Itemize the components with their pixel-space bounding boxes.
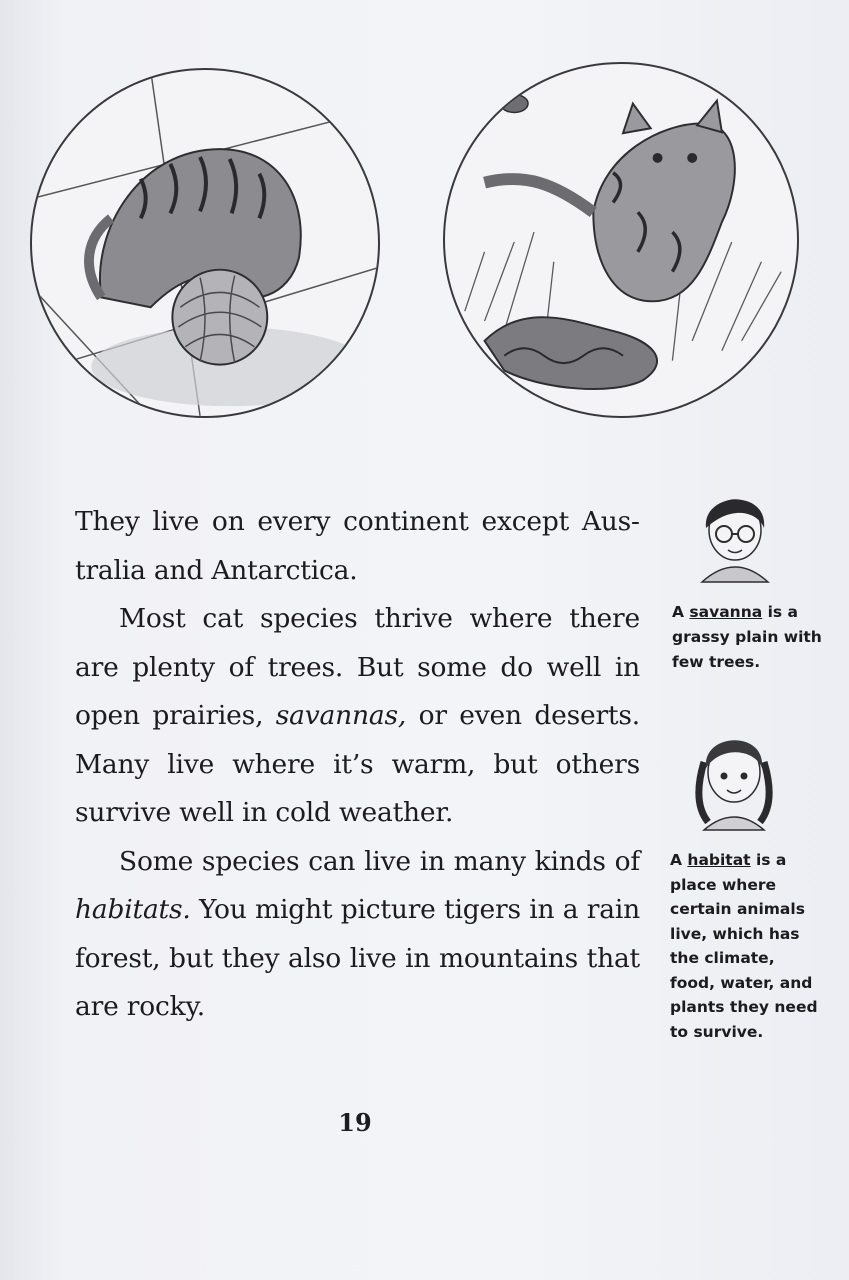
paragraph-3-part-2: You might picture tigers in a rain forest, but they also live in mountains that are rocky.: [75, 894, 640, 1022]
sidebar-definition-savanna: [672, 600, 842, 675]
paragraph-2-part-2: or even deserts. Many live where it’s warm, but others survive well in cold weather.: [75, 700, 640, 828]
cat-and-snake-illustration: [443, 62, 799, 418]
savanna-prefix: A: [672, 603, 690, 621]
savanna-definition: is a grassy plain with few trees.: [672, 603, 822, 671]
paragraph-3-part-1: Some species can live in many kinds of: [119, 845, 640, 877]
habitat-term: habitat: [687, 851, 751, 869]
habitat-definition: is a place where certain animals live, which has the climate, food, water, and plants they need to survive.: [670, 851, 818, 1041]
cat-with-yarn-illustration: [30, 68, 380, 418]
paragraph-3: [75, 838, 640, 1032]
cat-with-yarn-drawing: [32, 70, 378, 416]
body-text: [75, 498, 640, 1032]
boy-with-glasses-icon: [692, 482, 778, 588]
paragraph-1: They live on every continent except Australia and Antarctica.: [75, 506, 640, 586]
habitat-prefix: A: [670, 851, 688, 869]
savanna-term: savanna: [689, 603, 763, 621]
page-number: 19: [338, 1108, 372, 1137]
sidebar-definition-habitat: [670, 848, 820, 1044]
paragraph-2: [75, 595, 640, 838]
term-habitats: habitats.: [75, 894, 191, 925]
girl-with-pigtails-icon: [690, 722, 778, 834]
paragraph-2-part-1: Most cat species thrive where there are plenty of trees. But some do well in open prairies,: [75, 603, 640, 731]
cat-and-snake-drawing: [445, 64, 797, 416]
term-savannas: savannas,: [275, 700, 407, 731]
